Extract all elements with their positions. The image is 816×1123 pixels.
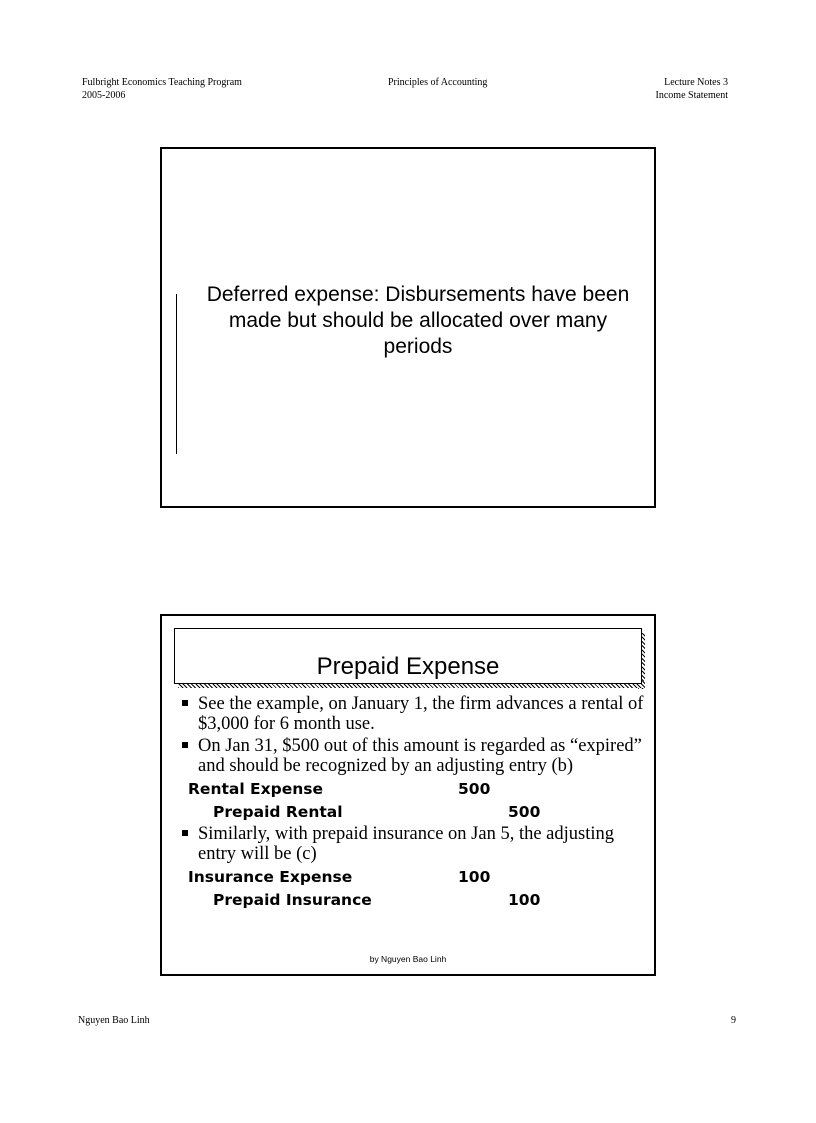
bullet-item [178,694,644,734]
journal-entry-debit [178,778,644,801]
square-bullet-icon [182,700,188,706]
bullet-text: See the example, on January 1, the firm advances a rental of $3,000 for 6 month use. [198,694,644,734]
bullet-item [178,824,644,864]
header-left [82,76,242,102]
journal-entry-credit [178,801,644,824]
slide-credit: by Nguyen Bao Linh [369,954,447,964]
journal-entry-credit [178,889,644,912]
header-right [656,76,728,102]
footer-author: Nguyen Bao Linh [78,1015,150,1026]
debit-amount: 500 [458,780,491,798]
lecture-topic: Income Statement [655,90,728,101]
credit-account: Prepaid Insurance [213,891,372,909]
lecture-number: Lecture Notes 3 [664,77,728,88]
page-number: 9 [731,1015,736,1026]
bullet-text: Similarly, with prepaid insurance on Jan 5, the adjusting entry will be (c) [198,824,614,864]
program-name: Fulbright Economics Teaching Program [82,77,242,88]
square-bullet-icon [182,742,188,748]
slide-deferred-expense [160,147,656,508]
academic-year: 2005-2006 [82,90,126,101]
slide-title: Prepaid Expense [316,653,500,680]
course-title: Principles of Accounting [388,77,488,88]
journal-entry-debit [178,866,644,889]
debit-amount: 100 [458,868,491,886]
title-box [174,628,642,684]
credit-amount: 100 [508,891,541,909]
decorative-bar [176,294,177,454]
bullet-list [178,694,644,912]
square-bullet-icon [182,830,188,836]
debit-account: Insurance Expense [188,868,353,886]
credit-amount: 500 [508,803,541,821]
bullet-text: On Jan 31, $500 out of this amount is regarded as “expired” and should be recognized by an adjusting entry (b) [198,736,642,776]
slide1-text: Deferred expense: Disbursements have been made but should be allocated over many periods [206,283,630,358]
credit-account: Prepaid Rental [213,803,343,821]
debit-account: Rental Expense [188,780,324,798]
slide-prepaid-expense [160,614,656,976]
bullet-item [178,736,644,776]
